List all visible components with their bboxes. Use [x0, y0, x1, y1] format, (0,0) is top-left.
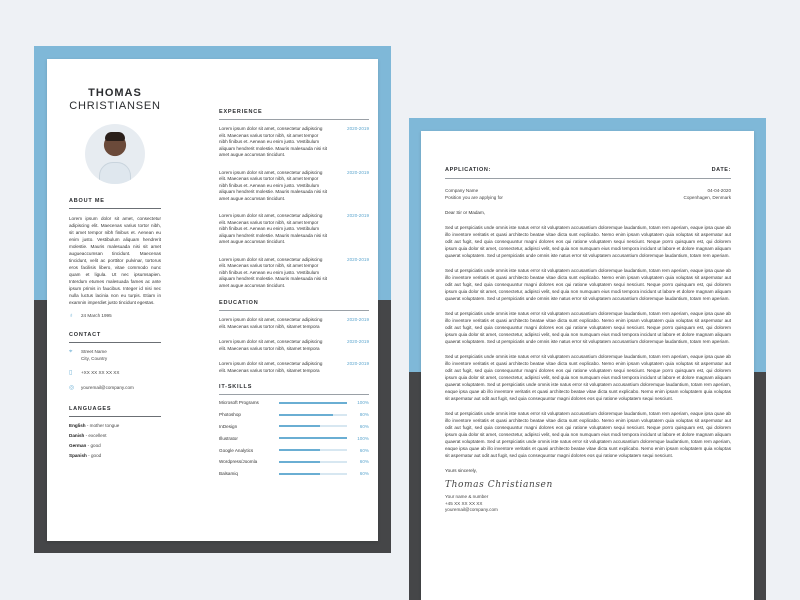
address-row	[69, 349, 161, 362]
email-text: youremail@company.com	[81, 385, 134, 390]
last-name: CHRISTIANSEN	[69, 100, 161, 112]
dob-text: 24 March 1995	[81, 313, 112, 318]
contact-section	[69, 332, 161, 392]
skill-bar-fill	[279, 437, 347, 439]
experience-entry	[219, 170, 369, 203]
letter-location: Copenhagen, Denmark	[683, 195, 731, 200]
skill-percent: 60%	[359, 423, 369, 429]
language-item	[69, 433, 161, 438]
email-icon: ◎	[69, 385, 75, 391]
language-name: Spanish	[69, 453, 87, 458]
letter-header	[445, 167, 731, 179]
language-level: - good	[86, 453, 102, 458]
experience-text: Lorem ipsum dolor sit amet, consectetur adipiscing elit. Maecenas varius tortor nibh, sit amet tempor nibh finibus et. Aenean eu enim justo. Vestibulum aliquam hendrerit molestie. Mauris malesuada nisi sit amet augue accumsan tincidunt.	[219, 256, 328, 288]
experience-heading: EXPERIENCE	[219, 109, 369, 120]
avatar	[85, 124, 145, 184]
skill-name: Wordpress/Joomla	[219, 459, 258, 465]
education-years: 2020-2019	[347, 361, 369, 366]
letter-paper	[421, 131, 754, 600]
skill-percent: 60%	[359, 459, 369, 465]
skill-bar-fill	[279, 461, 320, 463]
experience-list	[219, 126, 369, 289]
language-level: - good	[86, 443, 101, 448]
skill-name: Photoshop	[219, 412, 241, 418]
letter-sheet	[409, 118, 766, 600]
experience-entry	[219, 257, 369, 290]
first-name: THOMAS	[88, 87, 142, 99]
experience-years: 2020-2019	[347, 169, 369, 175]
email-row	[69, 385, 161, 392]
experience-entry	[219, 126, 369, 159]
education-years: 2020-2019	[347, 317, 369, 322]
letter-paragraph: Sed ut perspiciatis unde omnis iste natus error sit voluptatem accusantium doloremque laudantium, totam rem aperiam, eaque ipsa quae ab illo inventore veritatis et quasi architecto beatae vitae dicta sunt explicabo. Nemo enim ipsam voluptatem quia voluptas sit aspernatur aut odit aut fugit, sed quia consequuntur magni dolores eos qui ratione voluptatem sequi nesciunt. Neque porro quisquam est, qui dolorem ipsum quia dolor sit amet, consectetur, adipisci velit, sed quia non numquam eius modi tempora incidunt ut labore et dolore magnam aliquam quaerat voluptatem. Sed ut perspiciatis unde omnis iste natus error sit voluptatem accusantium doloremque laudantium, totam rem aperiam.	[445, 225, 731, 258]
phone-row	[69, 370, 161, 377]
skill-row	[219, 456, 369, 468]
position-text: Position you are applying for	[445, 195, 503, 200]
experience-entry	[219, 213, 369, 246]
letter-meta	[445, 187, 731, 201]
resume-left-column	[69, 87, 161, 463]
skill-name: InDesign	[219, 423, 238, 429]
experience-years: 2020-2019	[347, 213, 369, 218]
education-entry	[219, 317, 369, 330]
skill-row	[219, 444, 369, 456]
letter-paragraph: Sed ut perspiciatis unde omnis iste natus error sit voluptatem accusantium doloremque laudantium, totam rem aperiam, eaque ipsa quae ab illo inventore veritatis et quasi architecto beatae vitae dicta sunt explicabo. Nemo enim ipsam voluptatem quia voluptas sit aspernatur aut odit aut fugit, sed quia consequuntur magni dolores eos qui ratione voluptatem sequi nesciunt. Neque porro quisquam est, qui dolorem ipsum quia dolor sit amet, consectetur, adipisci velit, sed quia non numquam eius modi tempora incidunt ut labore et dolore magnam aliquam quaerat voluptatem. Sed ut perspiciatis unde omnis iste natus error sit voluptatem accusantium doloremque laudantium, totam rem aperiam, eaque ipsa quae ab illo inventore veritatis et quasi architecto beatae vitae dicta sunt explicabo. Nemo enim ipsam voluptatem quia voluptas sit aspernatur aut odit aut fugit, sed quia consequuntur magni dolores eos qui ratione voluptatem sequi nesciunt.	[445, 354, 731, 401]
skill-percent: 60%	[359, 471, 369, 477]
skill-bar-fill	[279, 414, 333, 416]
education-entry	[219, 339, 369, 352]
experience-text: Lorem ipsum dolor sit amet, consectetur adipiscing elit. Maecenas varius tortor nibh, sit amet tempor nibh finibus et. Aenean eu enim justo. Vestibulum aliquam hendrerit molestie. Mauris malesuada nisi sit amet augue accumsan tincidunt.	[219, 126, 328, 157]
skill-name: Microsoft Programs	[219, 400, 259, 406]
skills-heading: IT-SKILLS	[219, 384, 369, 395]
skill-row	[219, 409, 369, 421]
skill-percent: 100%	[357, 435, 369, 441]
signature: Thomas Christiansen	[445, 480, 553, 490]
language-level: - excellent	[84, 433, 107, 438]
resume-sheet	[34, 46, 391, 553]
skill-name: Illustrator	[219, 435, 238, 441]
resume-paper	[47, 59, 378, 541]
phone-icon: ▯	[69, 370, 73, 376]
language-name: German	[69, 443, 87, 448]
education-text: Lorem ipsum dolor sit amet, consectetur adipiscing elit. Maecenas varius tortor nibh, sitamet tempora	[219, 339, 323, 351]
skill-percent: 100%	[357, 400, 369, 406]
skill-bar-track	[279, 414, 347, 416]
date-label: DATE:	[711, 167, 731, 173]
skills-list	[219, 397, 369, 480]
skill-name: Balsamiq	[219, 471, 238, 477]
experience-years: 2020-2019	[347, 256, 369, 262]
education-heading: EDUCATION	[219, 300, 369, 311]
about-text: Lorem ipsum dolor sit amet, consectetur adipiscing elit. Maecenas varius tortor nibh, sit amet tempor nibh finibus et. Aenean eu enim justo. Vestibulum aliquam hendrerit molestie. Mauris malesuada nisi sit amet augueaccumsan tincidunt. Maecenas tincidunt, velit ac porttitor pulvinar, tortorus eros facilisis libero, vitae commodo nunc quam et ligula. Ut nec ipsumsapien. Interdum etumes malesuada fames ac ante ipsum primis in faucibus. Integer id nisi nec nulla luctus lacinia non eu turpis. Etiam in examnin imperdiet justo tincidunt egestas.	[69, 216, 161, 305]
skill-row	[219, 421, 369, 433]
letter-content	[445, 167, 731, 514]
letter-paragraphs	[445, 224, 731, 459]
phone-text: +XX XX XX XX XX	[81, 370, 120, 375]
skill-percent: 60%	[359, 447, 369, 453]
education-text: Lorem ipsum dolor sit amet, consectetur adipiscing elit. Maecenas varius tortor nibh, sitamet tempora	[219, 317, 323, 329]
skill-bar-track	[279, 473, 347, 475]
language-name: English	[69, 423, 86, 428]
education-list	[219, 317, 369, 374]
sign-phone: +45 XX XX XX XX	[445, 500, 483, 506]
about-section	[69, 198, 161, 320]
skill-bar-fill	[279, 425, 320, 427]
education-years: 2020-2019	[347, 339, 369, 344]
sign-email: youremail@company.com	[445, 507, 498, 512]
skill-bar-track	[279, 461, 347, 463]
letter-paragraph: Sed ut perspiciatis unde omnis iste natus error sit voluptatem accusantium doloremque laudantium, totam rem aperiam, eaque ipsa quae ab illo inventore veritatis et quasi architecto beatae vitae dicta sunt explicabo. Nemo enim ipsam voluptatem quia voluptas sit aspernatur aut odit aut fugit, sed quia consequuntur magni dolores eos qui ratione voluptatem sequi nesciunt. Neque porro quisquam est, qui dolorem ipsum quia dolor sit amet, consectetur, adipisci velit, sed quia non numquam eius modi tempora incidunt ut labore et dolore magnam aliquam quaerat voluptatem. Sed ut perspiciatis unde omnis iste natus error sit voluptatem accusantium doloremque laudantium, totam rem aperiam.	[445, 268, 731, 301]
address-line2: City, Country	[81, 355, 108, 361]
skill-bar-track	[279, 437, 347, 439]
location-pin-icon: ⌖	[69, 349, 73, 355]
languages-section	[69, 406, 161, 458]
skill-percent: 80%	[359, 412, 369, 418]
company-name: Company Name	[445, 188, 479, 193]
skill-row	[219, 397, 369, 409]
skill-bar-track	[279, 425, 347, 427]
skill-bar-track	[279, 449, 347, 451]
experience-text: Lorem ipsum dolor sit amet, consectetur adipiscing elit. Maecenas varius tortor nibh, sit amet tempor nibh finibus et. Aenean eu enim justo. Vestibulum aliquam hendrerit molestie. Mauris malesuada nisi sit amet augue accumsan tincidunt.	[219, 169, 328, 201]
education-text: Lorem ipsum dolor sit amet, consectetur adipiscing elit. Maecenas varius tortor nibh, sitamet tempora	[219, 361, 323, 373]
salutation: Dear Sir or Madam,	[445, 210, 486, 215]
application-label: APPLICATION:	[445, 167, 491, 173]
skill-name: Google Analytics	[219, 447, 254, 453]
resume-right-column	[219, 109, 369, 480]
sign-name-number: Your name & number	[445, 494, 489, 499]
languages-heading: LANGUAGES	[69, 406, 161, 417]
skill-bar-fill	[279, 402, 347, 404]
experience-text: Lorem ipsum dolor sit amet, consectetur adipiscing elit. Maecenas varius tortor nibh, sit amet tempor nibh finibus et. Aenean eu enim justo. Vestibulum aliquam hendrerit molestie. Mauris malesuada nisi sit amet augue accumsan tincidunt.	[219, 213, 328, 244]
letter-date: 04-04-2020	[707, 188, 731, 193]
skill-bar-track	[279, 402, 347, 404]
letter-body	[445, 209, 731, 474]
experience-years: 2020-2019	[347, 126, 369, 131]
language-item	[69, 453, 161, 458]
language-name: Danish	[69, 433, 85, 438]
closing: Yours sincerely,	[445, 468, 477, 473]
skill-bar-fill	[279, 473, 320, 475]
language-item	[69, 423, 161, 428]
language-level: - mother tongue	[85, 423, 120, 428]
signature-info	[445, 494, 731, 514]
contact-heading: CONTACT	[69, 332, 161, 343]
letter-paragraph: Sed ut perspiciatis unde omnis iste natus error sit voluptatem accusantium doloremque laudantium, totam rem aperiam, eaque ipsa quae ab illo inventore veritatis et quasi architecto beatae vitae dicta sunt explicabo. Nemo enim ipsam voluptatem quia voluptas sit aspernatur aut odit aut fugit, sed quia consequuntur magni dolores eos qui ratione voluptatem sequi nesciunt. Neque porro quisquam est, qui dolorem ipsum quia dolor sit amet, consectetur, adipisci velit, sed quia non numquam eius modi tempora incidunt ut labore et dolore magnam aliquam quaerat voluptatem. Sed ut perspiciatis unde omnis iste natus error sit voluptatem accusantium doloremque laudantium, totam rem aperiam.	[445, 311, 731, 344]
letter-paragraph: Sed ut perspiciatis unde omnis iste natus error sit voluptatem accusantium doloremque laudantium, totam rem aperiam, eaque ipsa quae ab illo inventore veritatis et quasi architecto beatae vitae dicta sunt explicabo. Nemo enim ipsam voluptatem quia voluptas sit aspernatur aut odit aut fugit, sed quia consequuntur magni dolores eos qui ratione voluptatem sequi nesciunt. Neque porro quisquam est, qui dolorem ipsum quia dolor sit amet, consectetur, adipisci velit, sed quia non numquam eius modi tempora incidunt ut labore et dolore magnam aliquam quaerat voluptatem. Sed ut perspiciatis unde omnis iste natus error sit voluptatem accusantium doloremque laudantium, totam rem aperiam, eaque ipsa quae ab illo inventore veritatis et quasi architecto beatae vitae dicta sunt explicabo. Nemo enim ipsam voluptatem quia voluptas sit aspernatur aut odit aut fugit, sed quia consequuntur magni dolores eos qui ratione voluptatem sequi nesciunt.	[445, 411, 731, 458]
dob-row	[69, 313, 161, 320]
language-item	[69, 443, 161, 448]
about-heading: ABOUT ME	[69, 198, 161, 209]
languages-list	[69, 423, 161, 458]
skill-bar-fill	[279, 449, 320, 451]
address-line1: Street Name	[81, 349, 107, 354]
education-entry	[219, 361, 369, 374]
birthday-icon: ♁	[69, 313, 74, 319]
skill-row	[219, 432, 369, 444]
skill-row	[219, 468, 369, 480]
